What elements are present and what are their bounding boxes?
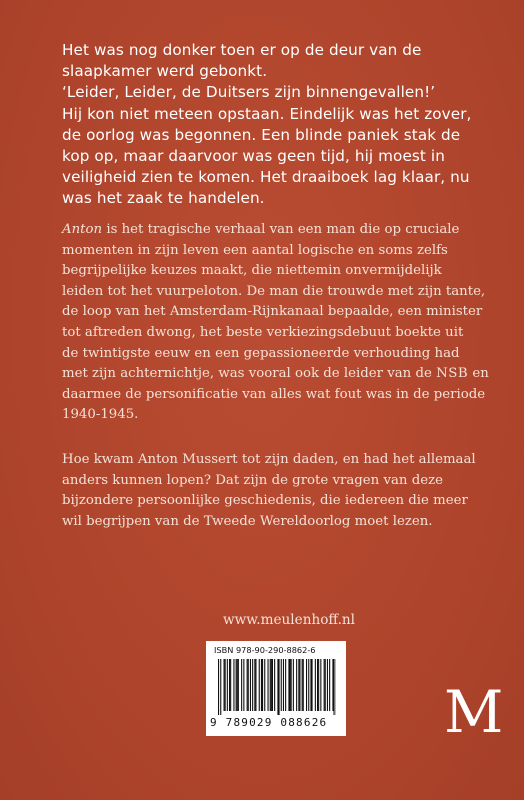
excerpt-line: slaapkamer werd gebonkt. — [62, 62, 268, 81]
excerpt-line: de oorlog was begonnen. Een blinde paniek stak de — [62, 125, 461, 144]
blurb-line: tot aftreden dwong, het beste verkiezingsdebuut boekte uit — [62, 324, 464, 340]
blurb-line: de twintigste eeuw en een gepassioneerde verhouding had — [62, 345, 460, 361]
blurb-line: bijzondere persoonlijke geschiedenis, die iedereen die meer — [62, 493, 468, 509]
blurb-line: begrijpelijke keuzes maakt, die niettemin onvermijdelijk — [62, 263, 442, 279]
publisher-logo: M — [444, 678, 504, 746]
blurb-line: daarmee de personificatie van alles wat fout was in de periode — [62, 386, 486, 402]
isbn-label: ISBN 978-90-290-8862-6 — [214, 645, 316, 655]
blurb-line: wil begrijpen van de Tweede Wereldoorlog moet lezen. — [62, 513, 433, 529]
blurb-paragraph-2 — [62, 450, 512, 532]
excerpt-line: ‘Leider, Leider, de Duitsers zijn binnengevallen!’ — [62, 83, 436, 102]
blurb-line: anders kunnen lopen? Dat zijn de grote vragen van deze — [62, 472, 443, 488]
blurb-paragraph-1 — [62, 220, 512, 426]
excerpt-line: Hij kon niet meteen opstaan. Eindelijk was het zover, — [62, 104, 472, 123]
blurb-line-end: en — [468, 366, 489, 382]
barcode-icon — [218, 659, 336, 715]
blurb-line: 1940-1945. — [62, 407, 139, 423]
publisher-website: www.meulenhoff.nl — [223, 612, 355, 628]
excerpt-line: was het zaak te handelen. — [62, 189, 265, 208]
blurb-line — [62, 220, 512, 241]
nsb-smallcaps: NSB — [436, 366, 469, 382]
blurb-line-start: met zijn achternichtje, was vooral ook de leider van de — [62, 366, 437, 382]
excerpt-line: veiligheid zien te komen. Het draaiboek lag klaar, nu — [62, 168, 470, 187]
blurb-line-rest: is het tragische verhaal van een man die op cruciale — [102, 222, 460, 237]
excerpt-text — [62, 40, 502, 210]
blurb-line: momenten in zijn leven een aantal logische en soms zelfs — [62, 242, 448, 258]
book-title-italic: Anton — [62, 222, 103, 237]
excerpt-line: kop op, maar daarvoor was geen tijd, hij moest in — [62, 147, 445, 166]
blurb-line: Hoe kwam Anton Mussert tot zijn daden, en had het allemaal — [62, 451, 476, 467]
blurb-line: leiden tot het vuurpeloton. De man die trouwde met zijn tante, — [62, 283, 486, 299]
blurb-line — [62, 364, 512, 385]
blurb-text — [62, 220, 512, 532]
excerpt-line: Het was nog donker toen er op de deur van de — [62, 41, 422, 59]
barcode-digits: 9 789029 088626 — [210, 716, 328, 729]
barcode-box — [206, 641, 346, 736]
blurb-line: de loop van het Amsterdam-Rijnkanaal bepaalde, een minister — [62, 304, 483, 320]
